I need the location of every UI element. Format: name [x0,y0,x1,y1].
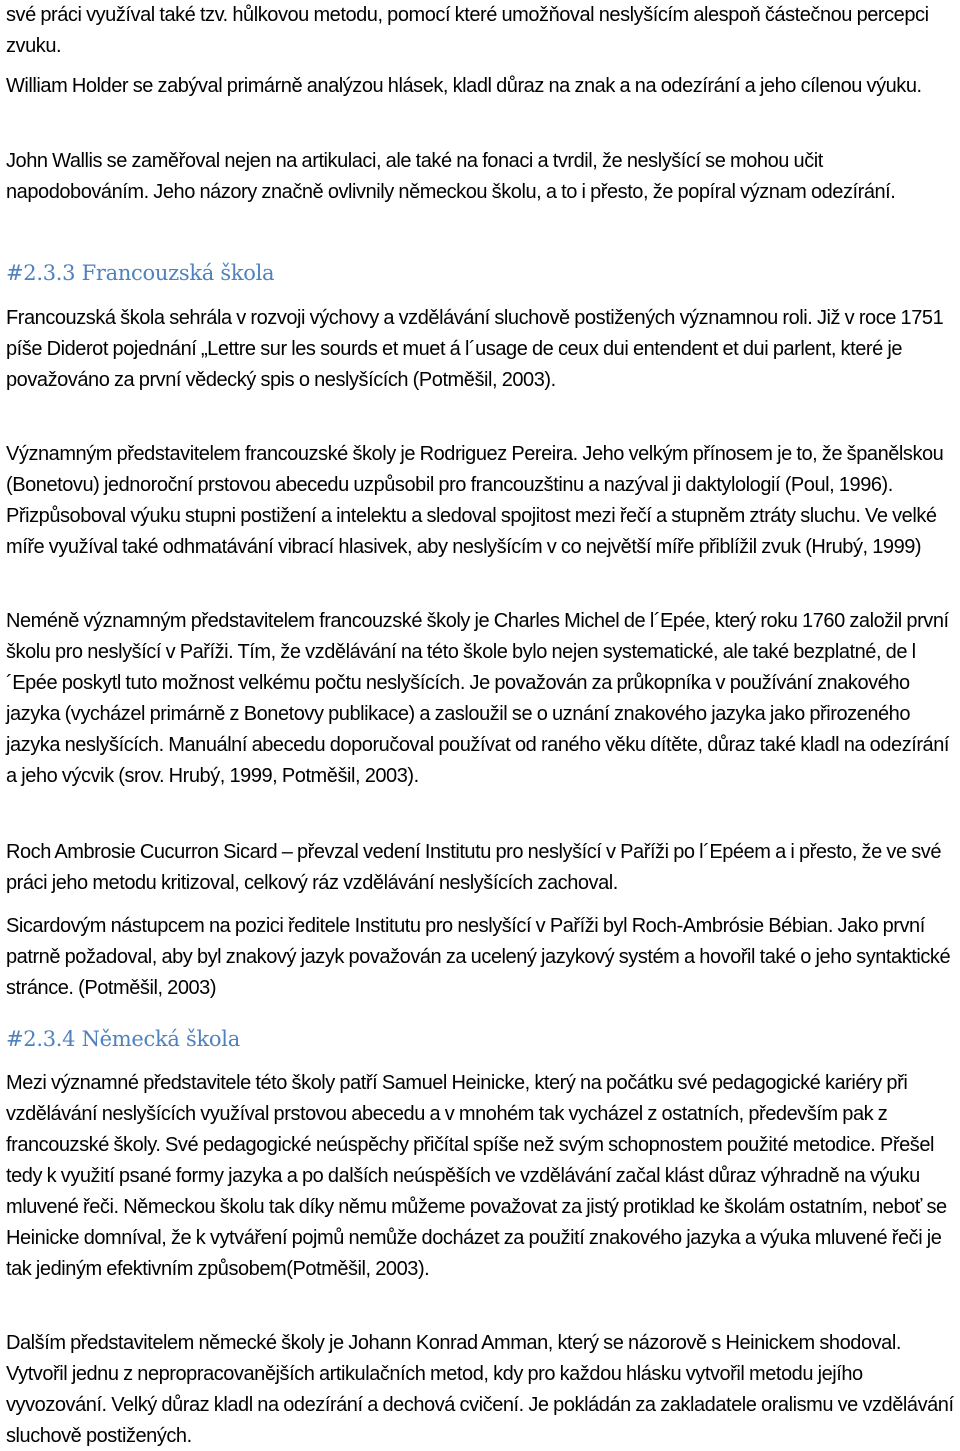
french-paragraph-1: Francouzská škola sehrála v rozvoji výchovy a vzdělávání sluchově postižených významnou roli. Již v roce 1751 píše Diderot pojednání „Lettre sur les sourds et muet á l´usage de ceux dui entendent et dui parlent, které je považováno za první vědecký spis o neslyšících (Potměšil, 2003). [6,307,944,391]
french-paragraph-5: Sicardovým nástupcem na pozici ředitele Institutu pro neslyšící v Paříži byl Roch-Ambrósie Bébian. Jako první patrně požadoval, aby byl znakový jazyk považován za ucelený jazykový systém a hovořil také o jeho syntaktické stránce. (Potměšil, 2003) [6,915,951,999]
intro-paragraph-2: William Holder se zabýval primárně analýzou hlásek, kladl důraz na znak a na odezírání a jeho cílenou výuku. [6,75,922,97]
french-paragraph-4: Roch Ambrosie Cucurron Sicard – převzal vedení Institutu pro neslyšící v Paříži po l´Epéem a i přesto, že ve své práci jeho metodu kritizoval, celkový ráz vzdělávání neslyšících zachoval. [6,841,941,894]
french-paragraph-2: Významným představitelem francouzské školy je Rodriguez Pereira. Jeho velkým přínosem je to, že španělskou (Bonetovu) jednoroční prstovou abecedu uzpůsobil pro francouzštinu a nazýval ji daktylologií (Poul, 1996). Přizpůsoboval výuku stupni postižení a intelektu a sledoval spojitost mezi řečí a stupněm ztráty sluchu. Ve velké míře využíval také odhmatávání vibrací hlasivek, aby neslyšícím v co největší míře přiblížil zvuk (Hrubý, 1999) [6,443,944,558]
section-heading-french-school: #2.3.3 Francouzská škola [6,261,275,285]
section-heading-german-school: #2.3.4 Německá škola [6,1027,240,1051]
french-paragraph-3: Neméně významným představitelem francouzské školy je Charles Michel de l´Epée, který roku 1760 založil první školu pro neslyšící v Paříži. Tím, že vzdělávání na této škole bylo nejen systematické, ale také bezplatné, de l´Epée poskytl tuto možnost velkému počtu neslyšících. Je považován za průkopníka v používání znakového jazyka (vycházel primárně z Bonetovy publikace) a zasloužil se o uznání znakového jazyka jako přirozeného jazyka neslyšících. Manuální abecedu doporučoval používat od raného věku dítěte, důraz také kladl na odezírání a jeho výcvik (srov. Hrubý, 1999, Potměšil, 2003). [6,610,950,787]
intro-paragraph-3: John Wallis se zaměřoval nejen na artikulaci, ale také na fonaci a tvrdil, že neslyšící se mohou učit napodobováním. Jeho názory značně ovlivnily německou školu, a to i přesto, že popíral význam odezírání. [6,150,896,203]
german-paragraph-1: Mezi významné představitele této školy patří Samuel Heinicke, který na počátku své pedagogické kariéry při vzdělávání neslyšících využíval prstovou abecedu a v mnohém tak vycházel z ostatních, především pak z francouzské školy. Své pedagogické neúspěchy přičítal spíše než svým schopnostem použité metodice. Přešel tedy k využití psané formy jazyka a po dalších neúspěších ve vzdělávání začal klást důraz výhradně na výuku mluvené řeči. Německou školu tak díky němu můžeme považovat za jistý protiklad ke školám ostatním, neboť se Heinicke domníval, že k vytváření pojmů nemůže docházet za použití znakového jazyka a výuka mluvené řeči je tak jediným efektivním způsobem(Potměšil, 2003). [6,1072,947,1280]
german-paragraph-2: Dalším představitelem německé školy je Johann Konrad Amman, který se názorově s Heinickem shodoval. Vytvořil jednu z nepropracovanějších artikulačních metod, kdy pro každou hlásku vytvořil metodu jejího vyvozování. Velký důraz kladl na odezírání a dechová cvičení. Je pokládán za zakladatele oralismu ve vzdělávání sluchově postižených. [6,1332,954,1447]
intro-paragraph-1: své práci využíval také tzv. hůlkovou metodu, pomocí které umožňoval neslyšícím alespoň částečnou percepci zvuku. [6,4,929,57]
